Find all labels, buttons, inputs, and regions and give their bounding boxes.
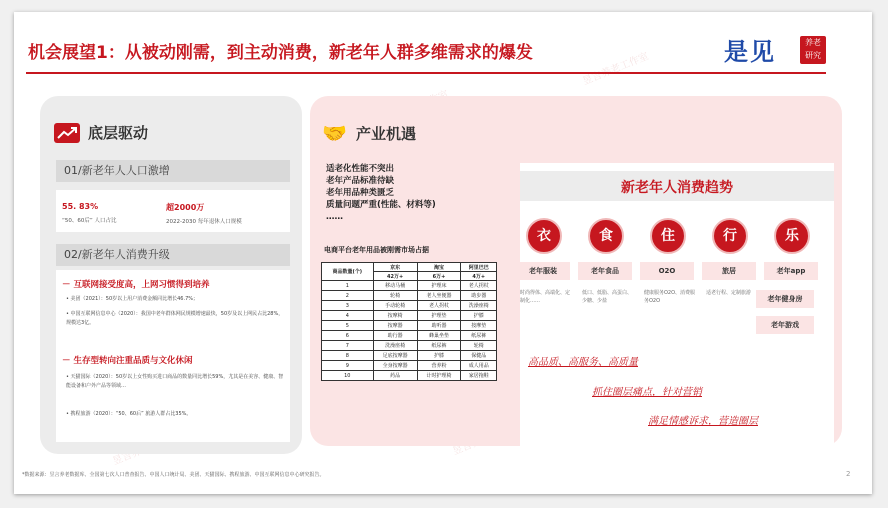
title-divider (26, 72, 826, 74)
table-cell: 助行器 (373, 331, 417, 341)
table-cell: 手动轮椅 (373, 301, 417, 311)
stat-retirees: 超2000万 (166, 203, 205, 212)
table-cell: 轮椅 (373, 291, 417, 301)
table-cell: 老人拐杖 (461, 281, 497, 291)
trend-tag: O2O (640, 262, 694, 280)
table-row (322, 311, 497, 321)
table-cell: 计时护理椅 (417, 371, 461, 381)
table-row (322, 301, 497, 311)
table-cell: 轮椅 (461, 341, 497, 351)
bullet-cnnic: • 中国互联网信息中心（2020）：我国中老年群体网民规模增速最快，50岁及以上网民占比28%，规模达3亿。 (66, 311, 284, 326)
consumption-section-bar: 02/新老年人消费升级 (56, 244, 290, 266)
table-header: 阿里巴巴 (461, 263, 497, 272)
housing-circle: 住 (650, 218, 686, 254)
stat-retirees-note: 2022-2030 每年退休人口规模 (166, 219, 242, 225)
table-cell: 按摩垫 (461, 321, 497, 331)
slogan-quality: 高品质、高服务、高质量 (528, 357, 638, 368)
trend-tag: 旅居 (702, 262, 756, 280)
table-row (322, 281, 497, 291)
table-row (322, 341, 497, 351)
trend-tag: 老年app (764, 262, 818, 280)
trend-up-icon (54, 123, 80, 143)
table-cell: 8 (322, 351, 374, 361)
brand-seal: 养老 研究 (800, 36, 826, 64)
slogan-marketing: 抓住圈层痛点，针对营销 (592, 387, 702, 398)
table-header: 京东 (373, 263, 417, 272)
table-cell: 6 (322, 331, 374, 341)
table-row (322, 291, 497, 301)
table-cell: 老人坐便器 (417, 291, 461, 301)
leisure-circle: 乐 (774, 218, 810, 254)
table-cell: 助听器 (417, 321, 461, 331)
table-cell: 老人拐杖 (417, 301, 461, 311)
drivers-heading: 底层驱动 (88, 124, 149, 142)
table-caption: 电商平台老年用品被刚需市场占据 (324, 246, 429, 254)
problem-list (326, 163, 436, 223)
trend-box (520, 163, 834, 453)
table-cell: 全身按摩器 (373, 361, 417, 371)
table-cell: 移动马桶 (373, 281, 417, 291)
table-cell: 1 (322, 281, 374, 291)
table-header: 商品数量(个) (322, 263, 374, 281)
table-row (322, 361, 497, 371)
trend-tag-extra: 老年健身房 (756, 290, 814, 308)
table-cell: 纸尿裤 (461, 331, 497, 341)
quality-subheading: － 生存型转向注重品质与文化休闲 (62, 356, 193, 366)
travel-circle: 行 (712, 218, 748, 254)
table-cell: 护理床 (417, 281, 461, 291)
handshake-icon: 🤝 (322, 121, 347, 145)
trend-tag: 老年食品 (578, 262, 632, 280)
clothing-circle: 衣 (526, 218, 562, 254)
trend-desc: 低口、低脂、高蛋白、少糖、少盐 (582, 290, 633, 304)
bullet-tmall: • 天猫国际（2020）：50岁以上女性购买进口商品的数量同比增长59%，尤其是在美容、健康、智能设备和户外产品等领域… (66, 374, 284, 389)
problem-item: 老年用品种类匮乏 (326, 188, 395, 198)
opportunity-heading: 产业机遇 (356, 125, 417, 143)
table-cell: 纸尿裤 (417, 341, 461, 351)
trend-tag: 老年服装 (516, 262, 570, 280)
table-cell: 5 (322, 321, 374, 331)
table-cell: 营养粉 (417, 361, 461, 371)
table-cell: 洗澡座椅 (461, 301, 497, 311)
table-cell: 7 (322, 341, 374, 351)
table-cell: 护理垫 (417, 311, 461, 321)
table-cell: 护膝 (417, 351, 461, 361)
stat-share-note: “50、60后” 人口占比 (62, 218, 117, 224)
table-cell: 助步器 (461, 291, 497, 301)
source-note: *数据来源：昱言养老数据库、全国第七次人口普查报告、中国人口统计局、美团、天猫国际、携程旅游、中国互联网信息中心研究报告。 (22, 472, 325, 478)
slogan-emotion: 满足情感诉求，营造圈层 (648, 416, 758, 427)
table-row (322, 331, 497, 341)
table-cell: 护膝 (461, 311, 497, 321)
bullet-meituan: • 美团（2021）：50岁以上用户消费金额同比增长46.7%； (66, 296, 199, 302)
problem-item: …… (326, 212, 343, 222)
table-cell: 3 (322, 301, 374, 311)
watermark: 昱言养老工作室 (581, 51, 651, 88)
table-header-count: 6万+ (417, 272, 461, 281)
table-cell: 成人用品 (461, 361, 497, 371)
table-cell: 足底按摩器 (373, 351, 417, 361)
table-cell: 洗澡座椅 (373, 341, 417, 351)
table-cell: 蜂巢坐垫 (417, 331, 461, 341)
table-cell: 10 (322, 371, 374, 381)
table-cell: 9 (322, 361, 374, 371)
ecommerce-table (321, 262, 497, 381)
problem-item: 老年产品标准待缺 (326, 176, 395, 186)
table-cell: 保健品 (461, 351, 497, 361)
page-number: 2 (846, 470, 851, 478)
problem-item: 质量问题严重(性能、材料等) (326, 200, 436, 210)
population-section-bar: 01/新老年人人口激增 (56, 160, 290, 182)
problem-item: 适老化性能不突出 (326, 164, 395, 174)
table-row (322, 351, 497, 361)
stat-share: 55. 83% (62, 202, 99, 211)
table-header-count: 4万+ (461, 272, 497, 281)
table-cell: 药品 (373, 371, 417, 381)
slide-title: 机会展望1：从被动刚需，到主动消费，新老年人群多维需求的爆发 (28, 43, 533, 63)
table-row (322, 371, 497, 381)
table-cell: 按摩器 (373, 321, 417, 331)
table-cell: 2 (322, 291, 374, 301)
table-cell: 家居拖鞋 (461, 371, 497, 381)
bullet-ctrip: • 携程旅游（2020）：“50、60后” 旅游人群占比35%。 (66, 411, 192, 417)
table-header: 淘宝 (417, 263, 461, 272)
table-header-count: 42万+ (373, 272, 417, 281)
table-cell: 按摩椅 (373, 311, 417, 321)
internet-subheading: － 互联网接受度高，上网习惯得到培养 (62, 280, 210, 290)
table-row (322, 321, 497, 331)
brand-logo: 是见 (724, 38, 776, 66)
table-cell: 4 (322, 311, 374, 321)
trend-desc: 适老行程、定制旅游 (706, 290, 752, 296)
trend-title: 新老年人消费趋势 (621, 180, 733, 196)
trend-desc: 健康服务O2O、消费服务O2O (644, 290, 696, 304)
trend-desc: 时尚得体、高端化、定制化…… (520, 290, 571, 304)
trend-tag-extra: 老年游戏 (756, 316, 814, 334)
food-circle: 食 (588, 218, 624, 254)
